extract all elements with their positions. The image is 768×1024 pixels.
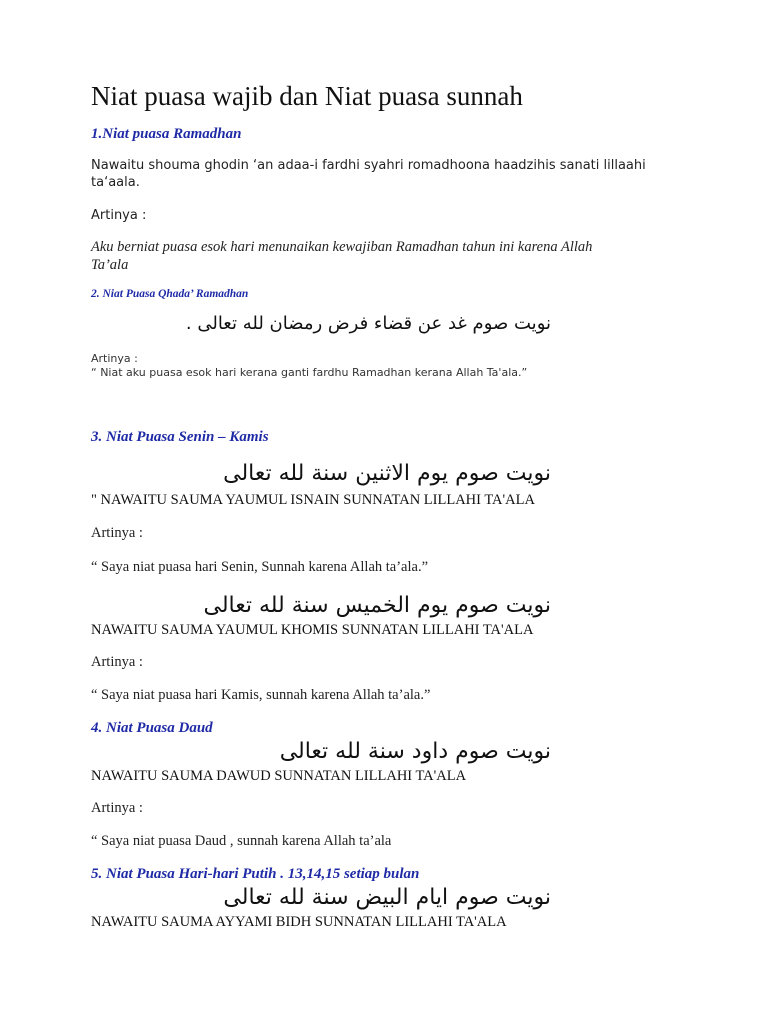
translit-hari-putih: NAWAITU SAUMA AYYAMI BIDH SUNNATAN LILLAHI TA'ALA <box>91 914 507 930</box>
arabic-niat-daud: نويت صوم داود سنة لله تعالى <box>279 739 551 764</box>
artinya-label: Artinya : <box>91 525 143 541</box>
meaning-qhada: “ Niat aku puasa esok hari kerana ganti fardhu Ramadhan kerana Allah Ta'ala.” <box>91 366 528 379</box>
meaning-kamis: “ Saya niat puasa hari Kamis, sunnah karena Allah ta’ala.” <box>91 687 431 703</box>
heading-niat-ramadhan: 1.Niat puasa Ramadhan <box>91 126 242 142</box>
artinya-label: Artinya : <box>91 654 143 670</box>
heading-niat-hari-putih: 5. Niat Puasa Hari-hari Putih . 13,14,15 setiap bulan <box>91 866 420 882</box>
translit-ramadhan-line2: ta‘aala. <box>91 175 140 190</box>
artinya-label: Artinya : <box>91 208 147 223</box>
translit-kamis: NAWAITU SAUMA YAUMUL KHOMIS SUNNATAN LILLAHI TA'ALA <box>91 622 534 638</box>
translit-ramadhan-line1: Nawaitu shouma ghodin ‘an adaa-i fardhi syahri romadhoona haadzihis sanati lillaahi <box>91 158 646 173</box>
arabic-niat-senin: نويت صوم يوم الاثنين سنة لله تعالى <box>223 461 551 486</box>
artinya-label: Artinya : <box>91 800 143 816</box>
arabic-niat-qhada: نويت صوم غد عن قضاء فرض رمضان لله تعالى . <box>185 313 551 334</box>
meaning-ramadhan-line1: Aku berniat puasa esok hari menunaikan kewajiban Ramadhan tahun ini karena Allah <box>91 239 593 255</box>
meaning-daud: “ Saya niat puasa Daud , sunnah karena Allah ta’ala <box>91 833 392 849</box>
meaning-ramadhan-line2: Ta’ala <box>91 257 129 273</box>
translit-daud: NAWAITU SAUMA DAWUD SUNNATAN LILLAHI TA'ALA <box>91 768 467 784</box>
artinya-label: Artinya : <box>91 352 138 365</box>
meaning-senin: “ Saya niat puasa hari Senin, Sunnah karena Allah ta’ala.” <box>91 559 429 575</box>
heading-niat-daud: 4. Niat Puasa Daud <box>91 720 213 736</box>
arabic-niat-hari-putih: نويت صوم ايام البيض سنة لله تعالى <box>223 885 551 910</box>
arabic-niat-kamis: نويت صوم يوم الخميس سنة لله تعالى <box>203 593 551 618</box>
translit-senin: " NAWAITU SAUMA YAUMUL ISNAIN SUNNATAN LILLAHI TA'ALA <box>91 492 535 508</box>
heading-niat-senin-kamis: 3. Niat Puasa Senin – Kamis <box>91 429 269 445</box>
page-title: Niat puasa wajib dan Niat puasa sunnah <box>91 81 523 111</box>
heading-niat-qhada: 2. Niat Puasa Qhada’ Ramadhan <box>91 288 249 300</box>
